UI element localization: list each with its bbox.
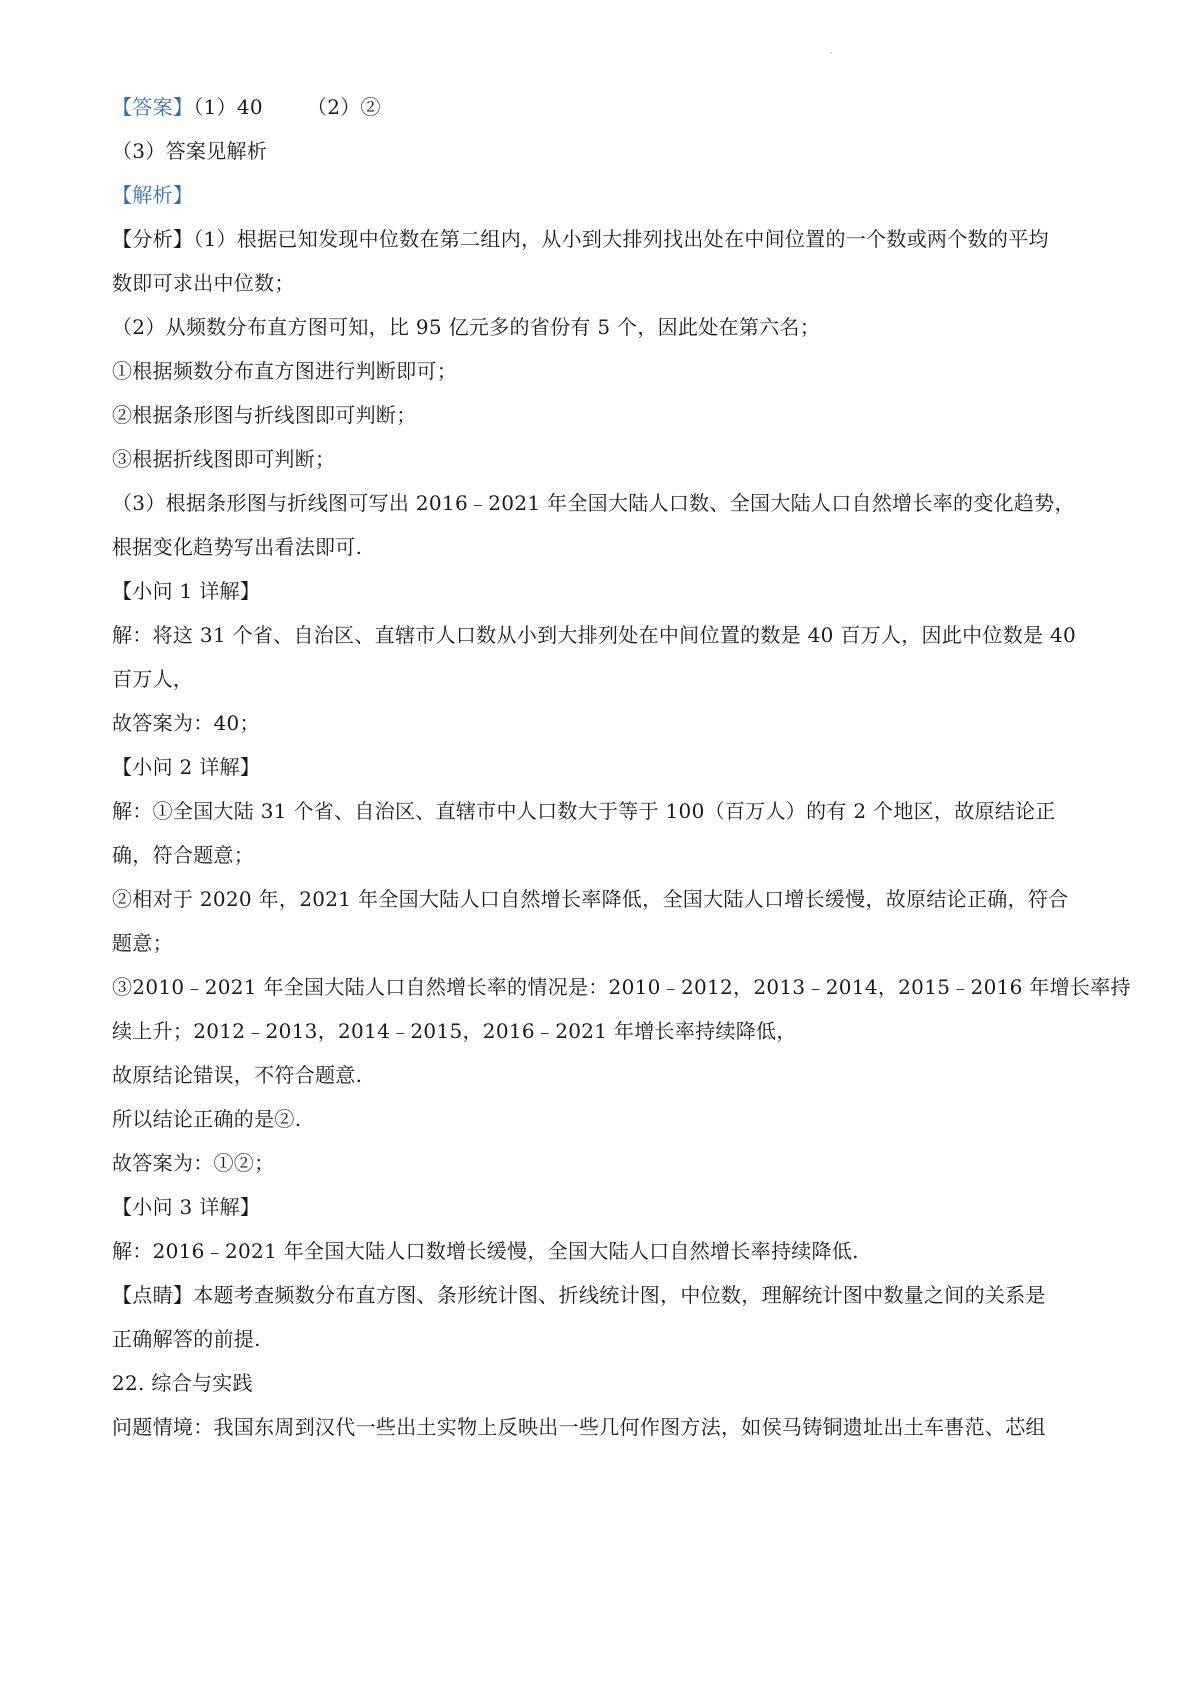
comment-text: 【点睛】本题考查频数分布直方图、条形统计图、折线统计图，中位数，理解统计图中数量之间的关系是 (112, 1283, 1046, 1307)
answer-part3: （3）答案见解析 (112, 139, 268, 163)
question-22-text: 问题情境：我国东周到汉代一些出土实物上反映出一些几何作图方法，如侯马铸铜遗址出土车軎范、芯组 (112, 1415, 1046, 1439)
subquestion-2-text: ③2010﹣2021 年全国大陆人口自然增长率的情况是：2010﹣2012，2013﹣2014，2015﹣2016 年增长率持 (112, 975, 1131, 999)
subquestion-2-text: 故原结论错误，不符合题意. (112, 1063, 363, 1087)
subquestion-3-text: 解：2016﹣2021 年全国大陆人口数增长缓慢，全国大陆人口自然增长率持续降低. (112, 1239, 859, 1263)
subquestion-2-text: 题意； (112, 931, 173, 955)
subquestion-2-text: 确，符合题意； (112, 843, 255, 867)
subquestion-1-text: 百万人， (112, 667, 194, 691)
analysis-text: 数即可求出中位数； (112, 271, 295, 295)
analysis-text: ③根据折线图即可判断； (112, 447, 336, 471)
answer-label: 【答案】 (112, 95, 194, 119)
analysis-text: （2）从频数分布直方图可知，比 95 亿元多的省份有 5 个，因此处在第六名； (112, 315, 821, 339)
subquestion-1-text: 故答案为：40； (112, 711, 260, 735)
scan-mark (830, 52, 832, 54)
subquestion-2-text: 续上升；2012﹣2013，2014﹣2015，2016﹣2021 年增长率持续降低， (112, 1019, 797, 1043)
subquestion-1-heading: 【小问 1 详解】 (112, 579, 261, 603)
subquestion-2-text: ②相对于 2020 年，2021 年全国大陆人口自然增长率降低，全国大陆人口增长缓慢，故原结论正确，符合 (112, 887, 1069, 911)
subquestion-2-text: 解：①全国大陆 31 个省、自治区、直辖市中人口数大于等于 100（百万人）的有 2 个地区，故原结论正 (112, 799, 1056, 823)
subquestion-2-text: 故答案为：①②； (112, 1151, 275, 1175)
subquestion-3-heading: 【小问 3 详解】 (112, 1195, 261, 1219)
analysis-text: ②根据条形图与折线图即可判断； (112, 403, 417, 427)
subquestion-2-text: 所以结论正确的是②. (112, 1107, 302, 1131)
question-22-title: 22. 综合与实践 (112, 1371, 253, 1395)
analysis-text: 【分析】（1）根据已知发现中位数在第二组内，从小到大排列找出处在中间位置的一个数或两个数的平均 (112, 227, 1049, 251)
subquestion-2-heading: 【小问 2 详解】 (112, 755, 261, 779)
analysis-label: 【解析】 (112, 183, 194, 207)
analysis-text: 根据变化趋势写出看法即可. (112, 535, 363, 559)
analysis-text: （3）根据条形图与折线图可写出 2016﹣2021 年全国大陆人口数、全国大陆人口自然增长率的变化趋势， (112, 491, 1075, 515)
comment-text: 正确解答的前提. (112, 1327, 261, 1351)
answer-line (112, 92, 1102, 122)
answer-part2: （2）② (306, 95, 381, 119)
analysis-text: ①根据频数分布直方图进行判断即可； (112, 359, 458, 383)
subquestion-1-text: 解：将这 31 个省、自治区、直辖市人口数从小到大排列处在中间位置的数是 40 百万人，因此中位数是 40 (112, 623, 1077, 647)
answer-part1: （1）40 (193, 95, 263, 119)
